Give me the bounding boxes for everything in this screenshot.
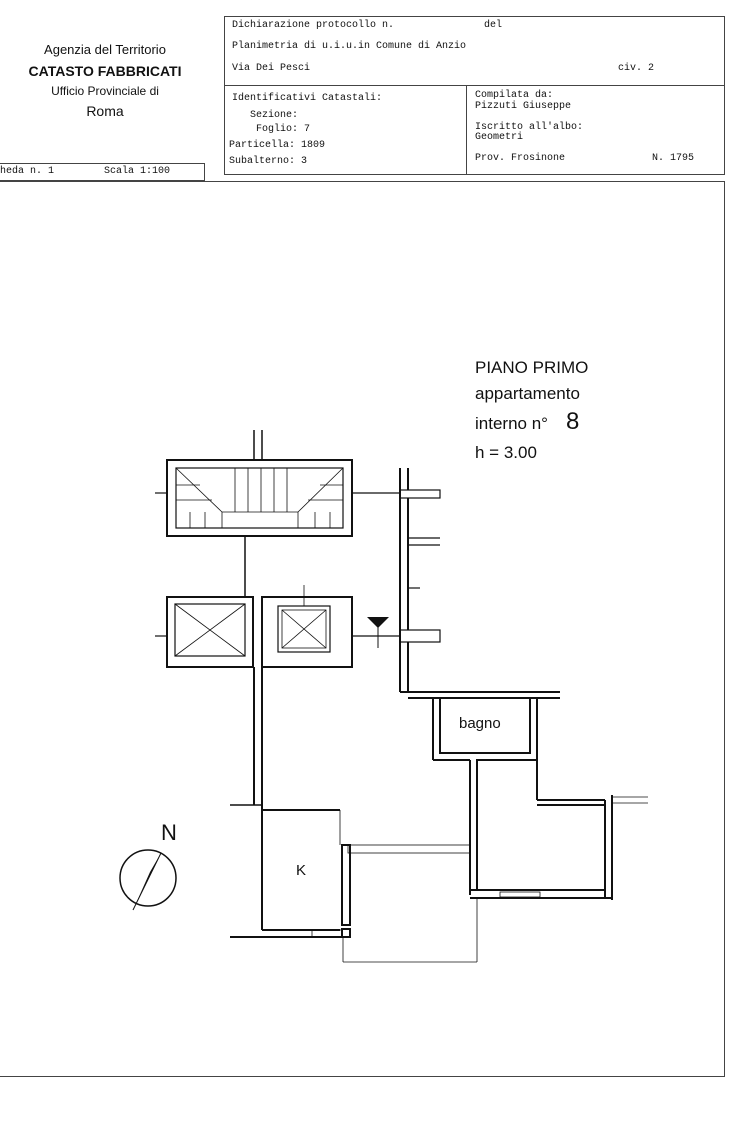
room-label-bagno: bagno <box>459 715 501 732</box>
agency-city: Roma <box>86 103 124 119</box>
street-number: civ. 2 <box>618 63 655 74</box>
registration-number: N. 1795 <box>652 153 695 164</box>
planimetria-label: Planimetria di u.i.u.in Comune di Anzio <box>232 41 467 52</box>
unit-type: appartamento <box>475 384 580 403</box>
iscritto-label: Iscritto all'albo: <box>475 122 584 133</box>
entrance-arrow-icon <box>367 617 389 628</box>
compiler-name: Pizzuti Giuseppe <box>475 101 572 112</box>
agency-office: Ufficio Provinciale di <box>51 84 159 98</box>
ceiling-height: h = 3.00 <box>475 443 537 462</box>
province: Prov. Frosinone <box>475 153 566 164</box>
stair-inner-wall <box>176 468 343 528</box>
balcony <box>343 845 477 962</box>
subalterno-field: Subalterno: 3 <box>229 156 308 167</box>
sheet-scale: Scala 1:100 <box>104 166 171 177</box>
agency-department: CATASTO FABBRICATI <box>28 63 182 79</box>
north-compass-icon <box>120 850 176 910</box>
albo-value: Geometri <box>475 132 524 143</box>
protocol-label: Dichiarazione protocollo n. <box>232 20 395 31</box>
identificativi-title: Identificativi Catastali: <box>232 93 383 104</box>
stair-steps <box>176 468 343 528</box>
particella-field: Particella: 1809 <box>229 140 326 151</box>
compilata-label: Compilata da: <box>475 90 554 101</box>
unit-interno-label: interno n° <box>475 414 548 433</box>
room-label-kitchen: K <box>296 862 307 879</box>
street-address: Via Dei Pesci <box>232 63 311 74</box>
sheet-number: heda n. 1 <box>0 166 55 177</box>
sezione-field: Sezione: <box>250 110 299 121</box>
foglio-field: Foglio: 7 <box>256 124 311 135</box>
floor-label: PIANO PRIMO <box>475 358 589 377</box>
unit-interno-number: 8 <box>566 408 580 435</box>
agency-name: Agenzia del Territorio <box>44 42 166 57</box>
north-label: N <box>161 820 177 845</box>
protocol-date-label: del <box>484 20 503 31</box>
stair-outer-wall <box>167 460 352 536</box>
